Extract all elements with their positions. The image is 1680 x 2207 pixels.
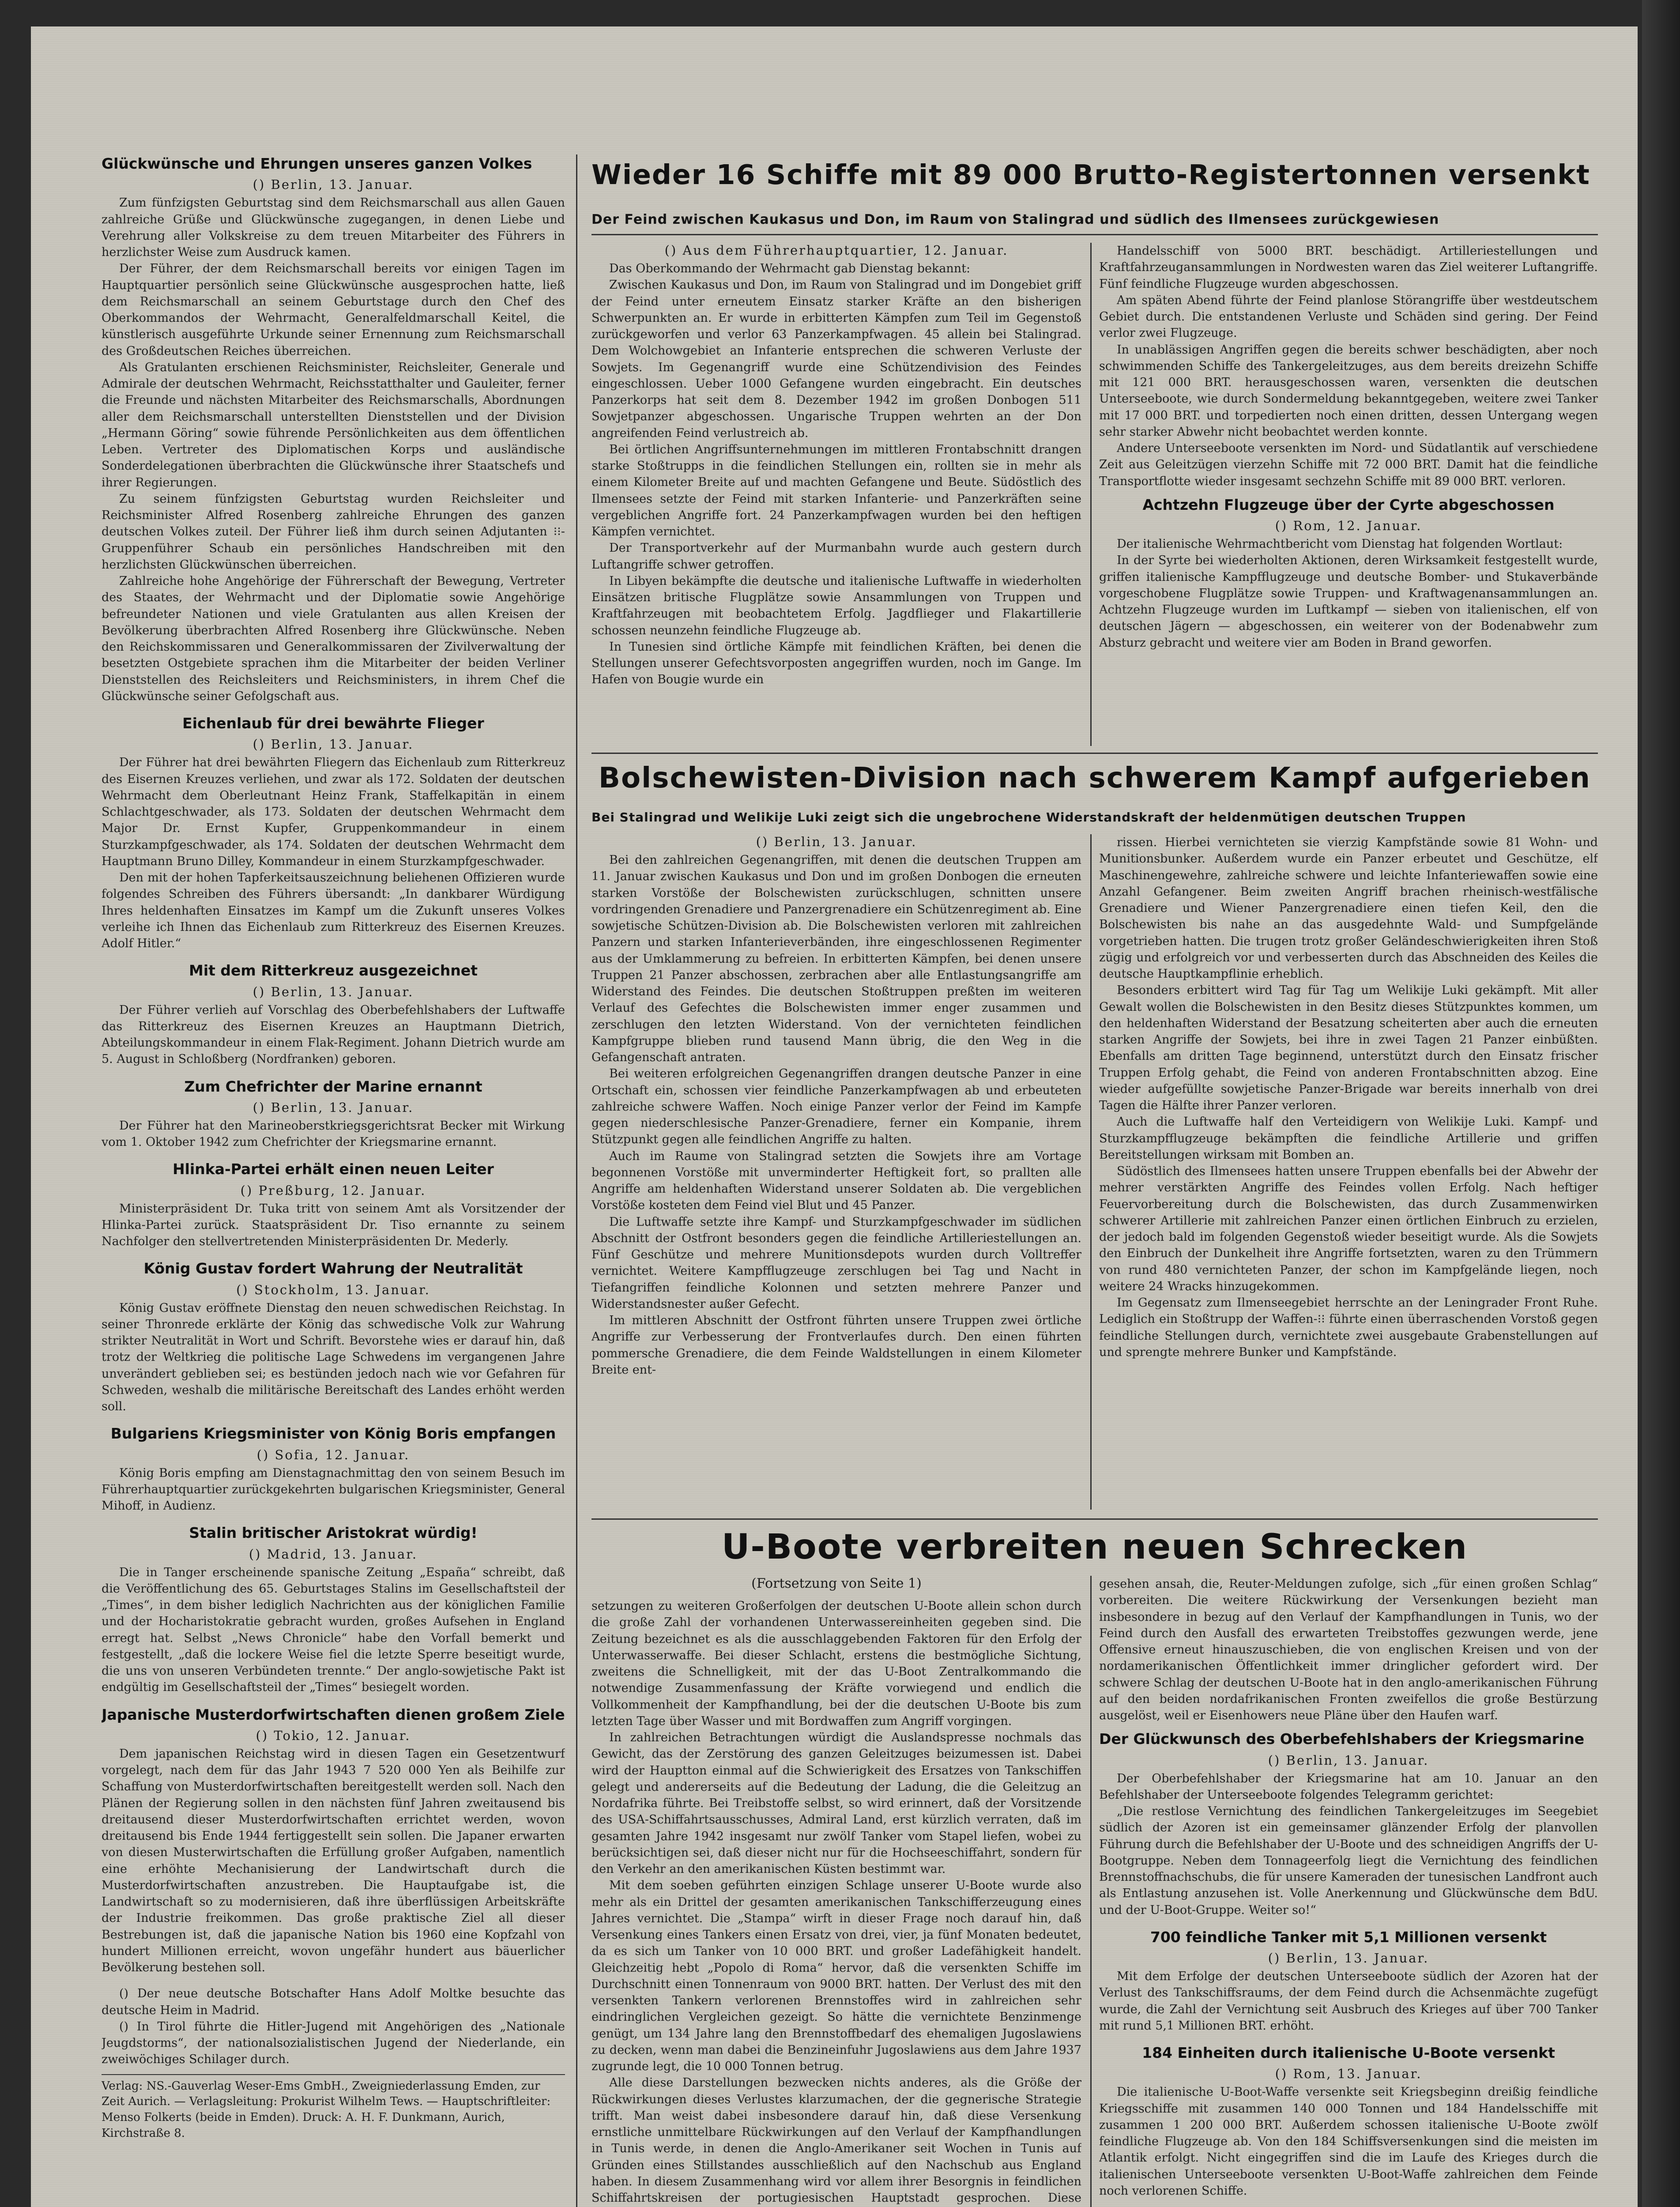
article-gustav bbox=[102, 1259, 565, 1415]
paragraph: gesehen ansah, die, Reuter-Meldungen zufolge, sich „für einen großen Schlag“ vorbereiten. Die weitere Rückwirkung der Versenkungen bezieht man insbesondere in bezug auf den Verlauf der Kampfhandlungen in Tunis, wo der Feind durch den Ausfall des erwarteten Treibstoffes gezwungen werde, jene Offensive erneut hinauszuschieben, die von englischen Kreisen und von der nordamerikanischen Öffentlichkeit immer dringlicher gefordert wird. Der schwere Schlag der deutschen U-Boote hat in den anglo-amerikanischen Führung auf den beiden nordafrikanischen Fronten zweifellos die große Bestürzung ausgelöst, weil er Eisenhowers neue Pläne über den Haufen warf. bbox=[1099, 1577, 1598, 1722]
article-title: 700 feindliche Tanker mit 5,1 Millionen versenkt bbox=[1150, 1928, 1547, 1946]
article-chefrichter bbox=[102, 1077, 565, 1151]
mid-right-column bbox=[1099, 834, 1598, 1510]
news-note: () In Tirol führte die Hitler-Jugend mit Angehörigen des „Nationale Jeugdstorms“, der nationalsozialistischen Jugend der Niederlande, ein zweiwöchiges Schilager durch. bbox=[102, 2019, 565, 2067]
article-title: 184 Einheiten durch italienische U-Boote versenkt bbox=[1142, 2044, 1555, 2061]
paragraph: rissen. Hierbei vernichteten sie vierzig Kampfstände sowie 81 Wohn- und Munitionsbunker. Außerdem wurde ein Panzer erbeutet und Geschütze, elf Maschinengewehre, zahlreiche schwere und leichte Infanteriewaffen sowie eine Anzahl Gefangener. Beim zweiten Angriff brachen rheinisch-westfälische Grenadiere und Wiener Panzergrenadiere einen tiefen Keil, den die Bolschewisten bis nahe an das ausgedehnte Wald- und Sumpfgelände vorgetrieben hatten. Die trugen trotz großer Geländeschwierigkeiten ihren Stoß zügig und erfolgreich vor und verbesserten durch das Abschneiden des Keiles die deutsche Hauptkampflinie erheblich. bbox=[1099, 836, 1598, 981]
paragraph: Die italienische U-Boot-Waffe versenkte seit Kriegsbeginn dreißig feindliche Kriegsschiffe mit zusammen 140 000 Tonnen und 184 Handelsschiffe mit zusammen 1 200 000 BRT. Außerdem schossen italienische U-Boote zwölf feindliche Flugzeuge ab. Von den 184 Schiffsversenkungen sind die meisten im Atlantik erfolgt. Nicht eingegriffen sind die im Laufe des Krieges durch die italienischen Unterseeboote versenkten U-Boot-Waffe zahlreichen dem Feinde noch verlorenen Schiffe. bbox=[1099, 2085, 1598, 2198]
paragraph: Südöstlich des Ilmensees hatten unsere Truppen ebenfalls bei der Abwehr der mehrer verstärkten Angriffe des Feindes vollen Erfolg. Nach heftiger Feuervorbereitung durch die Bolschewisten, das durch Zusammenwirken schwerer Artillerie mit zahlreichen Panzer einen örtlichen Einbruch zu erzielen, der jedoch bald im folgenden Gegenstoß wieder beseitigt wurde. Als die Sowjets den Einbruch der Dunkelheit ihre Angriffe fortsetzten, waren zu den Trümmern von rund 480 vernichteten Panzer, der schon im Kampfgelände liegen, noch weitere 24 Wracks hinzugekommen. bbox=[1099, 1164, 1598, 1293]
paragraph: setzungen zu weiteren Großerfolgen der deutschen U-Boote allein schon durch die große Zahl der vorhandenen Unterwassereinheiten gegeben sind. Die Zeitung bezeichnet es als die ausschlaggebenden Faktoren für den Erfolg der Unterwasserwaffe. Bei dieser Schlacht, erstens die bestmögliche Sichtung, zweitens die Schnelligkeit, mit der das U-Boot Zentralkommando die notwendige Zusammenfassung der Kräfte vorwiegend und endlich die Vollkommenheit der Kampfhandlung, bei der die deutschen U-Boote bis zum letzten Tage über Wasser und mit Bordwaffen zum Angriff vorgingen. bbox=[591, 1599, 1081, 1728]
news-note: () Der neue deutsche Botschafter Hans Adolf Moltke besuchte das deutsche Heim in Madrid. bbox=[102, 1987, 565, 2017]
top-right-column bbox=[1099, 243, 1598, 746]
section-rule bbox=[591, 753, 1598, 754]
paragraph: Zum fünfzigsten Geburtstag sind dem Reichsmarschall aus allen Gauen zahlreiche Grüße und Glückwünsche zugegangen, in denen Liebe und Verehrung aller Volkskreise zu dem treuen Mitarbeiter des Führers in herzlichster Weise zum Ausdruck kamen. bbox=[102, 196, 565, 259]
paragraph: Bei örtlichen Angriffsunternehmungen im mittleren Frontabschnitt drangen starke Stoßtrupps in die feindlichen Stellungen ein, rollten sie in mehr als einem Kilometer Breite auf und machten Gefangene und Beute. Südöstlich des Ilmensees setzte der Feind mit starken Infanterie- und Panzerkräften seine vergeblichen Angriffe fort. 24 Panzerkampfwagen wurden bei den heftigen Kämpfen vernichtet. bbox=[591, 442, 1081, 539]
column-rule bbox=[1090, 1576, 1092, 2207]
paragraph: Besonders erbittert wird Tag für Tag um Welikije Luki gekämpft. Mit aller Gewalt wollen die Bolschewisten in den Besitz dieses Stützpunktes kommen, um den heldenhaften Widerstand der Besatzung scheiterten aber auch die erneuten starken Angriffe der Sowjets, bei ihre in zwei Tagen 21 Panzer einbüßten. Ebenfalls am dritten Tage beginnend, unterstützt durch den Einsatz frischer Truppen Erfolg gehabt, die Feind von anderen Frontabschnitten abzog. Eine wieder aufgefüllte sowjetische Panzer-Brigade war bereits innerhalb von drei Tagen die Hälfte ihrer Panzer verloren. bbox=[1099, 983, 1598, 1112]
paragraph: In Tunesien sind örtliche Kämpfe mit feindlichen Kräften, bei denen die Stellungen unserer Gefechtsvorposten angegriffen wurden, noch im Gange. Im Hafen von Bougie wurde ein bbox=[591, 640, 1081, 687]
article-title: Glückwünsche und Ehrungen unseres ganzen Volkes bbox=[102, 155, 532, 172]
paragraph: Andere Unterseeboote versenkten im Nord- und Südatlantik auf verschiedene Zeit aus Geleitzügen vierzehn Schiffe mit 72 000 BRT. Damit hat die feindliche Transportflotte wieder insgesamt sechzehn Schiffe mit 89 000 BRT. verloren. bbox=[1099, 441, 1598, 488]
paragraph: Zwischen Kaukasus und Don, im Raum von Stalingrad und im Dongebiet griff der Feind unter erneutem Einsatz starker Kräfte an den bisherigen Schwerpunkten an. Er wurde in erbitterten Kämpfen zum Teil im Gegenstoß zurückgeworfen und verlor 63 Panzerkampfwagen. 45 allein bei Stalingrad. Dem Wolchowgebiet an Infanterie entsprechen die schweren Verluste der Sowjets. Im Gegenangriff wurde eine Schützendivision des Feindes eingeschlossen. Ueber 1000 Gefangene wurden eingebracht. Ein deutsches Panzerkorps hat seit dem 8. Dezember 1942 im großen Donbogen 511 Sowjetpanzer abgeschossen. Ungarische Truppen wehrten an der Don angreifenden Feind verlustreich ab. bbox=[591, 278, 1081, 440]
dateline: () Rom, 12. Januar. bbox=[1275, 518, 1422, 533]
bottom-left-column bbox=[591, 1598, 1081, 2207]
dateline: () Berlin, 13. Januar. bbox=[252, 177, 414, 192]
paragraph: Zahlreiche hohe Angehörige der Führerschaft der Bewegung, Vertreter des Staates, der Wehrmacht und der Diplomatie sowie Angehörige befreundeter Nationen und viele Gratulanten aus allen Kreisen der Bevölkerung überbrachten Alfred Rosenberg ihre Glückwünsche. Neben den Reichskommissaren und Generalkommissaren der Zivilverwaltung der besetzten Ostgebiete sprachen ihm die Mitarbeiter der beiden Verliner Dienststellen des Reichsleiters und Reichsministers, in ihrem Chef die Glückwünsche seiner Gefolgschaft aus. bbox=[102, 574, 565, 703]
subline-schiffe: Der Feind zwischen Kaukasus und Don, im Raum von Stalingrad und südlich des Ilmensees zurückgewiesen bbox=[591, 212, 1439, 227]
article-bulgarien bbox=[102, 1424, 565, 1514]
paragraph: Die in Tanger erscheinende spanische Zeitung „España“ schreibt, daß die Veröffentlichung des 65. Geburtstages Stalins im Gesellschaftsteil der „Times“, in dem bisher lediglich Nachrichten aus der königlichen Familie und der Hocharistokratie gebracht wurden, großes Aufsehen in England erregt hat. Selbst „News Chronicle“ habe den Vorfall bemerkt und festgestellt, „daß die lockere Weise fiel die letzte Sperre beseitigt wurde, die uns von unseren Verbündeten trennte.“ Der anglo-sowjetische Pakt ist endgültig im Gesellschaftsteil der „Times“ besiegelt worden. bbox=[102, 1565, 565, 1695]
article-184-einheiten bbox=[1099, 2044, 1598, 2199]
paragraph: Der Führer verlieh auf Vorschlag des Oberbefehlshabers der Luftwaffe das Ritterkreuz des Eisernen Kreuzes an Hauptmann Dietrich, Abteilungskommandeur in einem Flak-Regiment. Johann Dietrich wurde am 5. August in Schloßberg (Nordfranken) geboren. bbox=[102, 1003, 565, 1066]
subline-division: Bei Stalingrad und Welikije Luki zeigt sich die ungebrochene Widerstandskraft der heldenmütigen deutschen Truppen bbox=[591, 810, 1466, 825]
column-rule bbox=[1090, 243, 1092, 746]
article-eichenlaub bbox=[102, 714, 565, 952]
paragraph: Der Führer hat drei bewährten Fliegern das Eichenlaub zum Ritterkreuz des Eisernen Kreuzes verliehen, und zwar als 172. Soldaten der deutschen Wehrmacht dem Oberleutnant Heinz Frank, Staffelkapitän in einem Schlachtgeschwader, als 173. Soldaten der deutschen Wehrmacht dem Major Dr. Ernst Kupfer, Gruppenkommandeur in einem Sturzkampfgeschwader, als 174. Soldaten der deutschen Wehrmacht dem Hauptmann Bruno Dilley, Kommandeur in einem Sturzkampfgeschwader. bbox=[102, 756, 565, 868]
dateline: () Tokio, 12. Januar. bbox=[256, 1728, 411, 1743]
paragraph: Der Führer, der dem Reichsmarschall bereits vor einigen Tagen im Hauptquartier persönlich seine Glückwünsche ausgesprochen hatte, ließ dem Reichsmarschall an seinem Geburtstage durch den Chef des Oberkommandos der Wehrmacht, Generalfeldmarschall Keitel, die künstlerisch ausgeführte Urkunde seiner Ernennung zum Reichsmarschall des Großdeutschen Reiches überreichen. bbox=[102, 262, 565, 358]
paragraph: Der Transportverkehr auf der Murmanbahn wurde auch gestern durch Luftangriffe schwer getroffen. bbox=[591, 541, 1081, 572]
paragraph: Im Gegensatz zum Ilmenseegebiet herrschte an der Leningrader Front Ruhe. Lediglich ein Stoßtrupp der Waffen-⁝⁝ führte einen überraschenden Vorstoß gegen feindliche Stellungen durch, vernichtete zwei ausgebaute Grabenstellungen auf und sprengte mehrere Bunker und Kampfstände. bbox=[1099, 1296, 1598, 1359]
imprint-text: Verlag: NS.-Gauverlag Weser-Ems GmbH., Zweigniederlassung Emden, zur Zeit Aurich. — Verlagsleitung: Prokurist Wilhelm Tews. — Hauptschriftleiter: Menso Folkerts (beide in Emden). Druck: A. H. F. Dunkmann, Aurich, Kirchstraße 8. bbox=[102, 2079, 551, 2140]
dateline: () Berlin, 13. Januar. bbox=[1268, 1951, 1429, 1966]
bottom-right-column bbox=[1099, 1576, 1598, 2207]
article-glueckwuensche bbox=[102, 154, 565, 704]
paragraph: Der Führer hat den Marineoberstkriegsgerichtsrat Becker mit Wirkung vom 1. Oktober 1942 zum Chefrichter der Kriegsmarine ernannt. bbox=[102, 1119, 565, 1149]
paragraph: Im mittleren Abschnitt der Ostfront führten unsere Truppen zwei örtliche Angriffe zur Verbesserung der Frontverlaufes durch. Den einen führten pommersche Grenadiere, die dem Feinde Waldstellungen in einem Kilometer Breite ent- bbox=[591, 1314, 1081, 1377]
paragraph: König Boris empfing am Dienstagnachmittag den von seinem Besuch im Führerhauptquartier zurückgekehrten bulgarischen Kriegsminister, General Mihoff, in Audienz. bbox=[102, 1466, 565, 1513]
section-rule bbox=[591, 1518, 1598, 1520]
article-japan bbox=[102, 1706, 565, 1976]
headline-uboote: U-Boote verbreiten neuen Schrecken bbox=[721, 1527, 1468, 1567]
article-glueckwunsch-marine bbox=[1099, 1730, 1598, 1918]
article-ritterkreuz bbox=[102, 961, 565, 1067]
top-left-column bbox=[591, 243, 1081, 746]
article-title: Hlinka-Partei erhält einen neuen Leiter bbox=[173, 1160, 494, 1178]
article-title: Japanische Musterdorfwirtschaften dienen großem Ziele bbox=[102, 1706, 565, 1723]
article-title: König Gustav fordert Wahrung der Neutralität bbox=[143, 1260, 523, 1277]
headline-division: Bolschewisten-Division nach schwerem Kampf aufgerieben bbox=[599, 761, 1591, 795]
paragraph: In zahlreichen Betrachtungen würdigt die Auslandspresse nochmals das Gewicht, das der Zerstörung des ganzen Geleitzuges beizumessen ist. Dabei wird der Hauptton einmal auf die Schwierigkeit des Ersatzes von Tankschiffen gelegt und andererseits auf die Bedeutung der Ladung, die die Geleitzug an Nordafrika führte. Bei Treibstoffe selbst, so wird erinnert, daß der Vorsitzende des USA-Schiffahrtsausschusses, Admiral Land, erst kürzlich verraten, daß im gesamten Jahre 1942 insgesamt nur zwölf Tanker vom Stapel liefen, wobei zu berücksichtigen sei, daß dieser nicht nur für die Hochseeschiffahrt, sondern für den Verkehr an den amerikanischen Küsten bestimmt war. bbox=[591, 1731, 1081, 1876]
paragraph: Auch im Raume von Stalingrad setzten die Sowjets ihre am Vortage begonnenen Vorstöße mit unverminderter Heftigkeit fort, so prallten alle Angriffe am heldenhaften Widerstand unserer Soldaten ab. Die vergeblichen Vorstöße kosteten dem Feind viel Blut und 45 Panzer. bbox=[591, 1149, 1081, 1213]
dateline: () Stockholm, 13. Januar. bbox=[236, 1282, 430, 1297]
headline-rule bbox=[591, 234, 1598, 235]
paragraph: Bei den zahlreichen Gegenangriffen, mit denen die deutschen Truppen am 11. Januar zwischen Kaukasus und Don und im großen Donbogen die erneuten starken Vorstöße der Bolschewisten zurückschlugen, schnitten unsere vordringenden Grenadiere und Panzergrenadiere ein Schützenregiment ab. Eine sowjetische Schützen-Division ab. Die Bolschewisten verloren mit zahlreichen Panzern und starken Infanterieverbänden, ihre eingeschlossenen Regimenter aus der Umklammerung zu befreien. In erbitterten Kämpfen, bei denen unsere Truppen 21 Panzer abschossen, zerbrachen aber alle Entlastungsangriffe am Widerstand des Feindes. Die deutschen Stoßtruppen preßten im weiteren Verlauf des Gefechtes die Bolschewisten immer enger zusammen und zerschlugen den letzten Widerstand. Von der vernichteten feindlichen Kampfgruppe blieben rund tausend Mann übrig, die den Weg in die Gefangenschaft antraten. bbox=[591, 853, 1081, 1064]
article-title: Der Glückwunsch des Oberbefehlshabers der Kriegsmarine bbox=[1099, 1730, 1585, 1748]
paragraph: Als Gratulanten erschienen Reichsminister, Reichsleiter, Generale und Admirale der deutschen Wehrmacht, Reichsstatthalter und Gauleiter, ferner die Freunde und nächsten Mitarbeiter des Reichsmarschalls, Abordnungen aller dem Reichsmarschall unterstellten Dienststellen und der Division „Hermann Göring“ sowie führende Persönlichkeiten aus dem öffentlichen Leben. Vertreter des Diplomatischen Korps und ausländische Sonderdelegationen überbrachten die Glückwünsche ihrer Staatschefs und ihrer Regierungen. bbox=[102, 360, 565, 490]
paragraph: Ministerpräsident Dr. Tuka tritt von seinem Amt als Vorsitzender der Hlinka-Partei zurück. Staatspräsident Dr. Tiso ernannte zu seinem Nachfolger den stellvertretenden Ministerpräsidenten Dr. Mederly. bbox=[102, 1201, 565, 1248]
continuation-note: (Fortsetzung von Seite 1) bbox=[751, 1576, 922, 1591]
article-title: Mit dem Ritterkreuz ausgezeichnet bbox=[188, 962, 478, 979]
paragraph: Alle diese Darstellungen bezwecken nichts anderes, als die Größe der Rückwirkungen dieses Verlustes klarzumachen, der die gegnerische Strategie trifft. Man weist dabei insbesondere darauf hin, daß diese Versenkung ernstliche unmittelbare Rückwirkungen auf den Verlauf der Kampfhandlungen in Tunis werde, in denen die Anglo-Amerikaner seit Wochen in Tunis auf Gründen eines Stillstandes ausschließlich auf den Nachschub aus England haben. In diesem Zusammenhang wird vor allem ihrer Besorgnis in feindlichen Schiffahrtskreisen der portugiesischen Hauptstadt gesprochen. Diese bbox=[591, 2076, 1081, 2205]
paragraph: Bei weiteren erfolgreichen Gegenangriffen drangen deutsche Panzer in eine Ortschaft ein, schossen vier feindliche Panzerkampfwagen ab und erbeuteten zahlreiche schwere Waffen. Noch einige Panzer verlor der Feind im Kampfe gegen niederschlesische Panzer-Grenadiere, ferner ein Kompanie, ihrem Stützpunkt gegen alle feindlichen Angriffe zu halten. bbox=[591, 1067, 1081, 1147]
column-rule bbox=[1090, 834, 1092, 1510]
paragraph: Das Oberkommando der Wehrmacht gab Dienstag bekannt: bbox=[609, 262, 971, 275]
dateline: () Berlin, 13. Januar. bbox=[252, 737, 414, 752]
article-title: Achtzehn Flugzeuge über der Cyrte abgeschossen bbox=[1142, 496, 1555, 513]
article-stalin bbox=[102, 1524, 565, 1695]
dateline: () Madrid, 13. Januar. bbox=[249, 1546, 418, 1562]
newspaper-page bbox=[31, 26, 1638, 2207]
article-title: Stalin britischer Aristokrat würdig! bbox=[189, 1524, 478, 1542]
column-rule bbox=[576, 154, 577, 2207]
paragraph: In Libyen bekämpfte die deutsche und italienische Luftwaffe in wiederholten Einsätzen britische Flugplätze sowie Ansammlungen von Truppen und Kraftfahrzeugen mit beobachtetem Erfolg. Jagdflieger und Flakartillerie schossen neunzehn feindliche Flugzeuge ab. bbox=[591, 574, 1081, 637]
article-title: Eichenlaub für drei bewährte Flieger bbox=[182, 715, 484, 732]
paragraph: Dem japanischen Reichstag wird in diesen Tagen ein Gesetzentwurf vorgelegt, nach dem für das Jahr 1943 7 520 000 Yen als Beihilfe zur Schaffung von Musterdorfwirtschaften bereitgestellt werden soll. Nach den Plänen der Regierung sollen in den nächsten fünf Jahren zweitausend bis dreitausend dieser Musterdorfwirtschaften errichtet werden, wovon dreitausend bis Ende 1944 fertiggestellt sein sollen. Die Japaner erwarten von diesen Musterwirtschaften die Erfüllung großer Aufgaben, namentlich eine erhöhte Mechanisierung der Landwirtschaft durch die Musterdorfwirtschaften anzustreben. Die Hauptaufgabe ist, die Landwirtschaft so zu modernisieren, daß ihre überflüssigen Arbeitskräfte der Industrie freikommen. Das große praktische Ziel all dieser Bestrebungen ist, daß die japanische Nation bis 1960 eine Kopfzahl von hundert Millionen erreicht, wovon ungefähr hundert aus bäuerlicher Bevölkerung bestehen soll. bbox=[102, 1747, 565, 1974]
paragraph: Auch die Luftwaffe half den Verteidigern von Welikije Luki. Kampf- und Sturzkampfflugzeuge bekämpften die feindliche Artillerie und griffen Bereitstellungen wirksam mit Bomben an. bbox=[1099, 1115, 1598, 1162]
paragraph: In der Syrte bei wiederholten Aktionen, deren Wirksamkeit festgestellt wurde, griffen italienische Kampfflugzeuge und deutsche Bomber- und Stukaverbände vorgeschobene Flugplätze sowie Truppen- und Kraftwagenansammlungen an. Achtzehn Flugzeuge wurden im Luftkampf — sieben von italienischen, elf von deutschen Jägern — abgeschossen, ein weiterer von der Bodenabwehr zum Absturz gebracht und weitere vier am Boden in Brand geworfen. bbox=[1099, 554, 1598, 650]
dateline: () Sofia, 12. Januar. bbox=[256, 1447, 410, 1462]
paragraph: Mit dem soeben geführten einzigen Schlage unserer U-Boote wurde also mehr als ein Drittel der gesamten amerikanischen Tankschifferzeugung eines Jahres vernichtet. Die „Stampa“ wirft in dieser Frage noch darauf hin, daß Versenkung eines Tankers einen Ersatz von drei, vier, ja fünf Monaten bedeutet, da es sich um Tanker von 10 000 BRT. und großer Ladefähigkeit handelt. Gleichzeitig hebt „Popolo di Roma“ hervor, daß die versenkten Schiffe im Durchschnitt einen Tonnenraum von 9000 BRT. hatten. Der Verlust des mit den versenkten Tankern verlorenen Brennstoffes wird in zahlreichen sehr eindringlichen Vergleichen gezeigt. So hätte die vernichtete Benzinmenge genügt, um 134 Jahre lang den Brennstoffbedarf des ehemaligen Jugoslawiens zu decken, wenn man dabei die Benzineinfuhr Jugoslawiens aus dem Jahre 1937 zugrunde legt, die 10 000 Tonnen betrug. bbox=[591, 1879, 1081, 2073]
article-hlinka bbox=[102, 1160, 565, 1250]
article-cyrte bbox=[1099, 496, 1598, 651]
mid-left-column bbox=[591, 834, 1081, 1510]
dateline: () Berlin, 13. Januar. bbox=[756, 834, 917, 849]
article-title: Zum Chefrichter der Marine ernannt bbox=[184, 1077, 482, 1095]
paragraph: Handelsschiff von 5000 BRT. beschädigt. Artilleriestellungen und Kraftfahrzeugansammlungen in Nordwesten waren das Ziel weiterer Luftangriffe. Fünf feindliche Flugzeuge wurden abgeschossen. bbox=[1099, 244, 1598, 291]
paragraph: Am späten Abend führte der Feind planlose Störangriffe über westdeutschem Gebiet durch. Die entstandenen Verluste und Schäden sind gering. Der Feind verlor zwei Flugzeuge. bbox=[1099, 293, 1598, 340]
dateline: () Preßburg, 12. Januar. bbox=[240, 1183, 426, 1198]
imprint bbox=[102, 2074, 565, 2142]
paragraph: König Gustav eröffnete Dienstag den neuen schwedischen Reichstag. In seiner Thronrede erklärte der König das schwedische Volk zur Wahrung strikter Neutralität in Wort und Schrift. Bevorstehe wies er darauf hin, daß trotz der Weltkrieg die politische Lage Schwedens im vergangenen Jahre unverändert geblieben sei; es bestünden jedoch nach wie vor Gefahren für Schweden, weshalb die militärische Bereitschaft des Landes erhöht werden soll. bbox=[102, 1301, 565, 1413]
dateline: () Aus dem Führerhauptquartier, 12. Januar. bbox=[664, 243, 1009, 258]
paragraph: Der italienische Wehrmachtbericht vom Dienstag hat folgenden Wortlaut: bbox=[1117, 537, 1563, 551]
paragraph: Mit dem Erfolge der deutschen Unterseeboote südlich der Azoren hat der Verlust des Tankschiffsraums, der dem Feind durch die Achsenmächte zugefügt wurde, die Zahl der Vernichtung seit Ausbruch des Krieges auf über 700 Tanker mit rund 5,1 Millionen BRT. erhöht. bbox=[1099, 1970, 1598, 2033]
dateline: () Berlin, 13. Januar. bbox=[1268, 1752, 1429, 1768]
dateline: () Berlin, 13. Januar. bbox=[252, 984, 414, 999]
paragraph: Den mit der hohen Tapferkeitsauszeichnung beliehenen Offizieren wurde folgendes Schreiben des Führers übersandt: „In dankbarer Würdigung Ihres heldenhaften Einsatzes im Kampf um die Zukunft unseres Volkes verleihe ich Ihnen das Eichenlaub zum Ritterkreuz des Eisernen Kreuzes. Adolf Hitler.“ bbox=[102, 871, 565, 950]
article-title: Bulgariens Kriegsminister von König Boris empfangen bbox=[110, 1425, 556, 1442]
headline-schiffe: Wieder 16 Schiffe mit 89 000 Brutto-Registertonnen versenkt bbox=[591, 159, 1590, 191]
scanner-edge bbox=[1642, 0, 1680, 2207]
article-700-tanker bbox=[1099, 1928, 1598, 2034]
dateline: () Rom, 13. Januar. bbox=[1275, 2066, 1422, 2082]
paragraph: Die Luftwaffe setzte ihre Kampf- und Sturzkampfgeschwader im südlichen Abschnitt der Ostfront besonders gegen die feindliche Artilleriestellungen an. Fünf Geschütze und mehrere Munitionsdepots wurden durch Volltreffer vernichtet. Weitere Kampfflugzeuge zerschlugen bei Tag und Nacht in Tiefangriffen feindliche Kolonnen und setzten mehrere Panzer und Widerstandsnester außer Gefecht. bbox=[591, 1215, 1081, 1311]
paragraph: Der Oberbefehlshaber der Kriegsmarine hat am 10. Januar an den Befehlshaber der Unterseeboote folgendes Telegramm gerichtet: bbox=[1099, 1771, 1598, 1802]
paragraph: In unablässigen Angriffen gegen die bereits schwer beschädigten, aber noch schwimmenden Schiffe des Tankergeleitzuges, aus dem bereits dreizehn Schiffe mit 121 000 BRT. herausgeschossen waren, versenkten die deutschen Unterseeboote, wie durch Sondermeldung bekanntgegeben, weitere zwei Tanker mit 17 000 BRT. und torpedierten noch einen dritten, dessen Untergang wegen sehr starker Abwehr nicht beobachtet werden konnte. bbox=[1099, 343, 1598, 439]
dateline: () Berlin, 13. Januar. bbox=[252, 1100, 414, 1115]
left-column bbox=[102, 154, 565, 2207]
paragraph: Zu seinem fünfzigsten Geburtstag wurden Reichsleiter und Reichsminister Alfred Rosenberg zahlreiche Ehrungen des ganzen deutschen Volkes zuteil. Der Führer ließ ihm durch seinen Adjutanten ⁝⁝-Gruppenführer Schaub ein persönliches Handschreiben mit den herzlichsten Glückwünschen überreichen. bbox=[102, 492, 565, 572]
paragraph: „Die restlose Vernichtung des feindlichen Tankergeleitzuges im Seegebiet südlich der Azoren ist ein gemeinsamer glänzender Erfolg der planvollen Führung durch die Befehlshaber der U-Boote und des schneidigen Angriffs der U-Bootgruppe. Neben dem Tonnageerfolg liegt die Vernichtung des feindlichen Brennstoffnachschubs, die für unsere Kameraden der tunesischen Landfront auch als Entlastung anzusehen ist. Volle Anerkennung und Glückwünsche dem BdU. und der U-Boot-Gruppe. Weiter so!“ bbox=[1099, 1804, 1598, 1917]
